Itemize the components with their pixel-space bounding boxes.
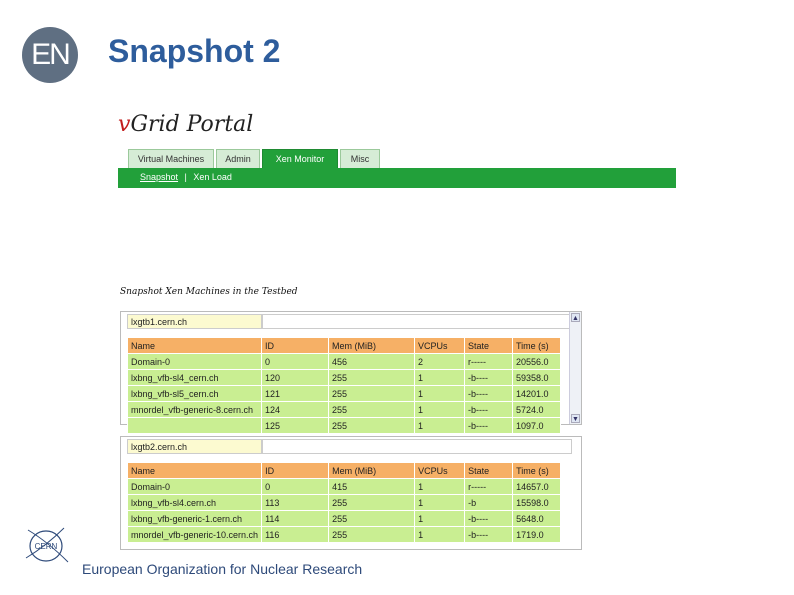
cell-state: -b----: [465, 402, 513, 418]
footer-text: European Organization for Nuclear Research: [82, 561, 363, 577]
host-panel-1: [120, 311, 582, 431]
cell-mem: 456: [329, 354, 415, 370]
cell-vcpus: 1: [415, 527, 465, 543]
cell-state: -b----: [465, 527, 513, 543]
tab-virtual-machines[interactable]: Virtual Machines: [128, 149, 214, 168]
cell-vcpus: 1: [415, 370, 465, 386]
hostname-label: lxgtb2.cern.ch: [127, 439, 262, 454]
cell-mem: 255: [329, 370, 415, 386]
col-header-time[interactable]: Time (s): [513, 463, 561, 479]
cell-vcpus: 1: [415, 511, 465, 527]
hostname-field: [262, 314, 572, 329]
table-header-row: [128, 338, 561, 354]
cell-state: r-----: [465, 479, 513, 495]
col-header-state[interactable]: State: [465, 338, 513, 354]
cell-state: r-----: [465, 354, 513, 370]
portal-logo-prefix: v: [118, 112, 131, 137]
cell-time: 14201.0: [513, 386, 561, 402]
col-header-state[interactable]: State: [465, 463, 513, 479]
cell-id: 114: [262, 511, 329, 527]
cell-id: 116: [262, 527, 329, 543]
cell-state: -b: [465, 495, 513, 511]
cell-name: Domain-0: [128, 479, 262, 495]
col-header-name[interactable]: Name: [128, 463, 262, 479]
cell-time: 1097.0: [513, 418, 561, 434]
cell-time: 1719.0: [513, 527, 561, 543]
vertical-scrollbar[interactable]: [569, 312, 581, 424]
cell-mem: 255: [329, 495, 415, 511]
cell-mem: 255: [329, 386, 415, 402]
table-row[interactable]: [128, 354, 561, 370]
cell-name: lxbng_vfb-sl4.cern.ch: [128, 495, 262, 511]
scroll-up-icon[interactable]: ▲: [572, 315, 579, 322]
cell-mem: 255: [329, 418, 415, 434]
col-header-id[interactable]: ID: [262, 463, 329, 479]
cell-id: 120: [262, 370, 329, 386]
col-header-vcpus[interactable]: VCPUs: [415, 338, 465, 354]
cell-time: 59358.0: [513, 370, 561, 386]
cell-vcpus: 2: [415, 354, 465, 370]
cell-time: 14657.0: [513, 479, 561, 495]
en-logo: EN: [22, 27, 78, 83]
cell-time: 5648.0: [513, 511, 561, 527]
subnav-xen-load-link[interactable]: Xen Load: [193, 172, 232, 182]
cell-id: 113: [262, 495, 329, 511]
hostname-label: lxgtb1.cern.ch: [127, 314, 262, 329]
col-header-name[interactable]: Name: [128, 338, 262, 354]
section-caption: Snapshot Xen Machines in the Testbed: [120, 287, 298, 297]
cell-vcpus: 1: [415, 418, 465, 434]
subnav-bar: [118, 168, 676, 188]
subnav-snapshot-link[interactable]: Snapshot: [140, 172, 179, 182]
col-header-time[interactable]: Time (s): [513, 338, 561, 354]
portal-tabs: [128, 149, 382, 168]
cell-mem: 255: [329, 527, 415, 543]
table-row[interactable]: [128, 511, 561, 527]
host-panel-2: [120, 436, 582, 550]
cell-vcpus: 1: [415, 479, 465, 495]
cell-state: -b----: [465, 511, 513, 527]
portal-logo-text: Grid Portal: [130, 112, 254, 137]
table-row[interactable]: [128, 370, 561, 386]
cell-mem: 255: [329, 402, 415, 418]
scroll-down-icon[interactable]: ▼: [572, 416, 579, 423]
cell-vcpus: 1: [415, 402, 465, 418]
cell-time: 15598.0: [513, 495, 561, 511]
vm-table: [127, 462, 561, 543]
table-header-row: [128, 463, 561, 479]
table-row[interactable]: [128, 402, 561, 418]
cern-logo: [24, 522, 72, 570]
col-header-id[interactable]: ID: [262, 338, 329, 354]
slide-title: Snapshot 2: [108, 33, 281, 69]
cell-name: lxbng_vfb-sl5_cern.ch: [128, 386, 262, 402]
cell-mem: 255: [329, 511, 415, 527]
cell-name: lxbng_vfb-generic-1.cern.ch: [128, 511, 262, 527]
tab-admin[interactable]: Admin: [216, 149, 260, 168]
table-row[interactable]: [128, 418, 561, 434]
cell-name: Domain-0: [128, 354, 262, 370]
table-row[interactable]: [128, 495, 561, 511]
subnav-separator: |: [184, 172, 187, 182]
cell-state: -b----: [465, 386, 513, 402]
tab-xen-monitor[interactable]: Xen Monitor: [262, 149, 338, 168]
table-row[interactable]: [128, 386, 561, 402]
tab-misc[interactable]: Misc: [340, 149, 380, 168]
cell-state: -b----: [465, 418, 513, 434]
table-row[interactable]: [128, 527, 561, 543]
col-header-mem[interactable]: Mem (MiB): [329, 463, 415, 479]
cell-name: mnordel_vfb-generic-8.cern.ch: [128, 402, 262, 418]
cell-id: 124: [262, 402, 329, 418]
cell-id: 121: [262, 386, 329, 402]
cell-mem: 415: [329, 479, 415, 495]
col-header-mem[interactable]: Mem (MiB): [329, 338, 415, 354]
col-header-vcpus[interactable]: VCPUs: [415, 463, 465, 479]
cern-logo-text: CERN: [34, 542, 58, 551]
cell-id: 0: [262, 354, 329, 370]
cell-name: mnordel_vfb-generic-10.cern.ch: [128, 527, 262, 543]
vm-table: [127, 337, 561, 434]
cell-id: 0: [262, 479, 329, 495]
cell-state: -b----: [465, 370, 513, 386]
hostname-field: [262, 439, 572, 454]
cell-name: lxbng_vfb-sl4_cern.ch: [128, 370, 262, 386]
portal-logo[interactable]: [118, 112, 253, 137]
cell-vcpus: 1: [415, 495, 465, 511]
cell-name: [128, 418, 262, 434]
cell-time: 20556.0: [513, 354, 561, 370]
cell-id: 125: [262, 418, 329, 434]
cell-vcpus: 1: [415, 386, 465, 402]
cell-time: 5724.0: [513, 402, 561, 418]
table-row[interactable]: [128, 479, 561, 495]
